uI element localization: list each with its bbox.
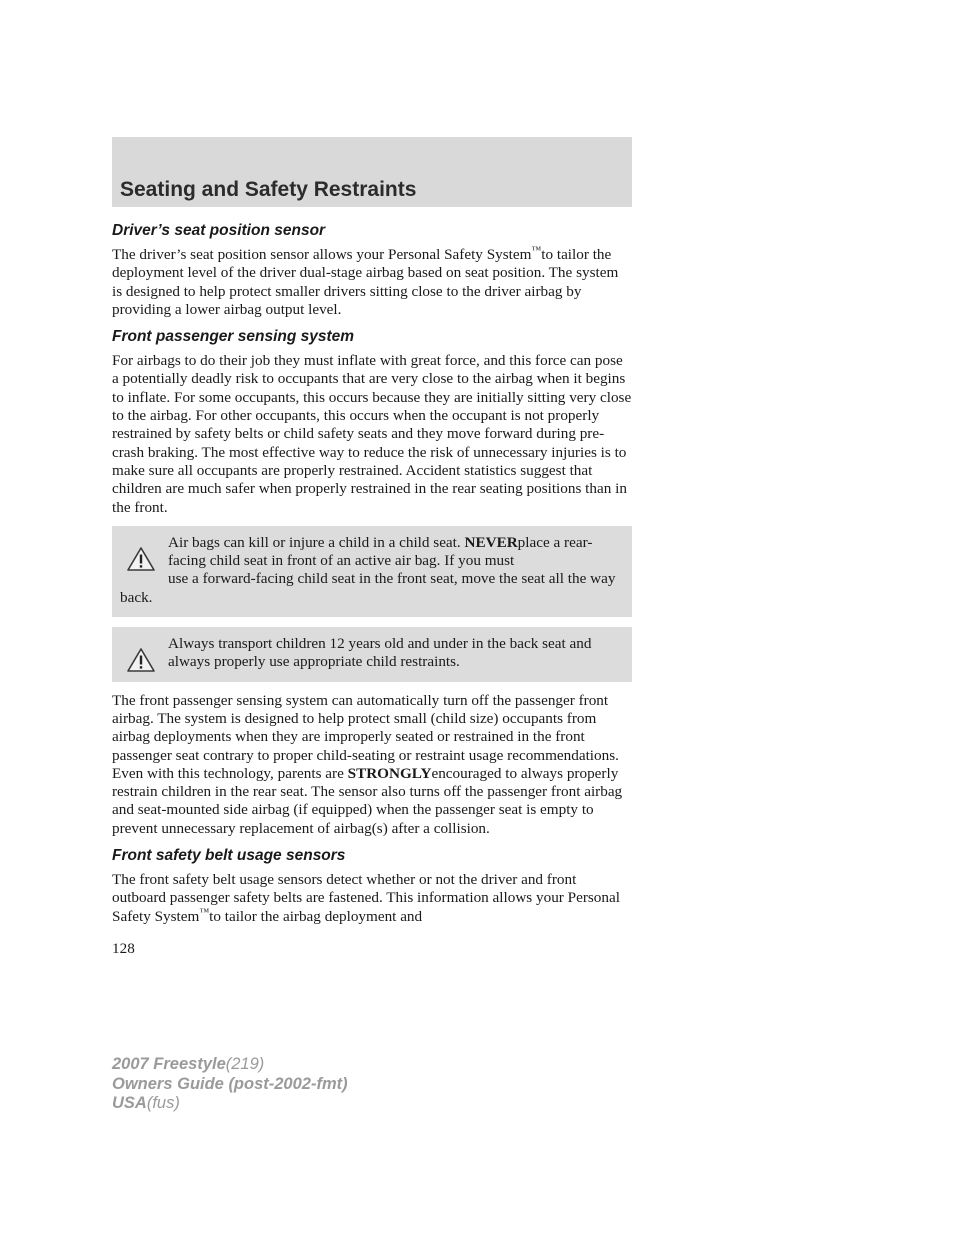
footer-document-info xyxy=(112,1055,348,1114)
paragraph-driver-seat-sensor xyxy=(112,246,632,319)
paragraph-passenger-sensing-intro: For airbags to do their job they must inflate with great force, and this force can pose a potentially deadly risk to occupants that are very close to the airbag when it begins to inflate. For some occupants, this occurs because they are initially sitting very close to the airbag. For other occupants, this occurs when the occupant is not properly restrained by safety belts or child safety seats and they move forward during pre-crash braking. The most effective way to reduce the risk of unnecessary injuries is to make sure all occupants are properly restrained. Accident statistics suggest that children are much safer when properly restrained in the rear seating positions than in the front. xyxy=(112,352,632,516)
paragraph-passenger-sensing-details xyxy=(112,692,632,838)
warning-text-lead xyxy=(120,534,624,571)
page-content xyxy=(112,222,632,935)
trademark-mark: ™ xyxy=(199,906,210,918)
footer-line-guide xyxy=(112,1075,348,1095)
heading-driver-seat-sensor: Driver’s seat position sensor xyxy=(112,222,326,239)
footer-model: 2007 Freestyle xyxy=(112,1055,226,1073)
footer-line-region xyxy=(112,1094,348,1114)
emphasis-strongly: STRONGLY xyxy=(347,764,432,782)
text-run: The driver’s seat position sensor allows your Personal Safety System xyxy=(112,246,532,263)
footer-guide: Owners Guide (post-2002-fmt) xyxy=(112,1074,348,1093)
heading-passenger-sensing: Front passenger sensing system xyxy=(112,328,355,346)
text-run: place a rear-facing child seat in front of an active air bag. If you must xyxy=(168,533,593,570)
text-run: encouraged to always properly restrain children in the rear seat. The sensor also turns off the passenger front airbag and seat-mounted side airbag (if equipped) when the passenger seat is empty to prevent unnecessary replacement of airbag(s) after a collision. xyxy=(112,764,623,837)
section-title: Seating and Safety Restraints xyxy=(120,178,417,201)
emphasis-never: NEVER xyxy=(464,533,518,551)
heading-belt-usage-sensors: Front safety belt usage sensors xyxy=(112,847,346,865)
text-run: to tailor the deployment level of the driver dual-stage airbag based on seat position. The system is designed to help protect smaller drivers sitting close to the driver airbag by providing a lower airbag output level. xyxy=(112,246,619,318)
page-number: 128 xyxy=(112,940,135,957)
warning-box-child-seat xyxy=(112,526,632,617)
warning-triangle-icon xyxy=(126,647,156,673)
warning-triangle-icon xyxy=(126,546,156,572)
text-run: Air bags can kill or injure a child in a child seat. xyxy=(168,533,465,551)
trademark-mark: ™ xyxy=(531,244,542,256)
warning-text-continuation: use a forward-facing child seat in the front seat, move the seat all the way back. xyxy=(120,570,616,606)
footer-model-code: (219) xyxy=(225,1055,265,1073)
footer-region-code: (fus) xyxy=(146,1094,180,1112)
warning-text: Always transport children 12 years old and under in the back seat and always properly use appropriate child restraints. xyxy=(168,635,592,671)
text-run: The front passenger sensing system can automatically turn off the passenger front airbag. The system is designed to help protect small (child size) occupants from airbag deployments when they are improperly seated or restrained in the front passenger seat contrary to proper child-seating or restraint usage recommendations. Even with this technology, parents are xyxy=(112,691,619,782)
footer-region: USA xyxy=(112,1094,147,1112)
text-run: to tailor the airbag deployment and xyxy=(209,907,423,925)
text-run: The front safety belt usage sensors detect whether or not the driver and front outboard passenger safety belts are fastened. This information allows your Personal Safety System xyxy=(112,871,620,925)
paragraph-belt-usage-sensors xyxy=(112,871,632,926)
footer-line-model xyxy=(112,1055,348,1075)
warning-box-back-seat xyxy=(112,627,632,682)
